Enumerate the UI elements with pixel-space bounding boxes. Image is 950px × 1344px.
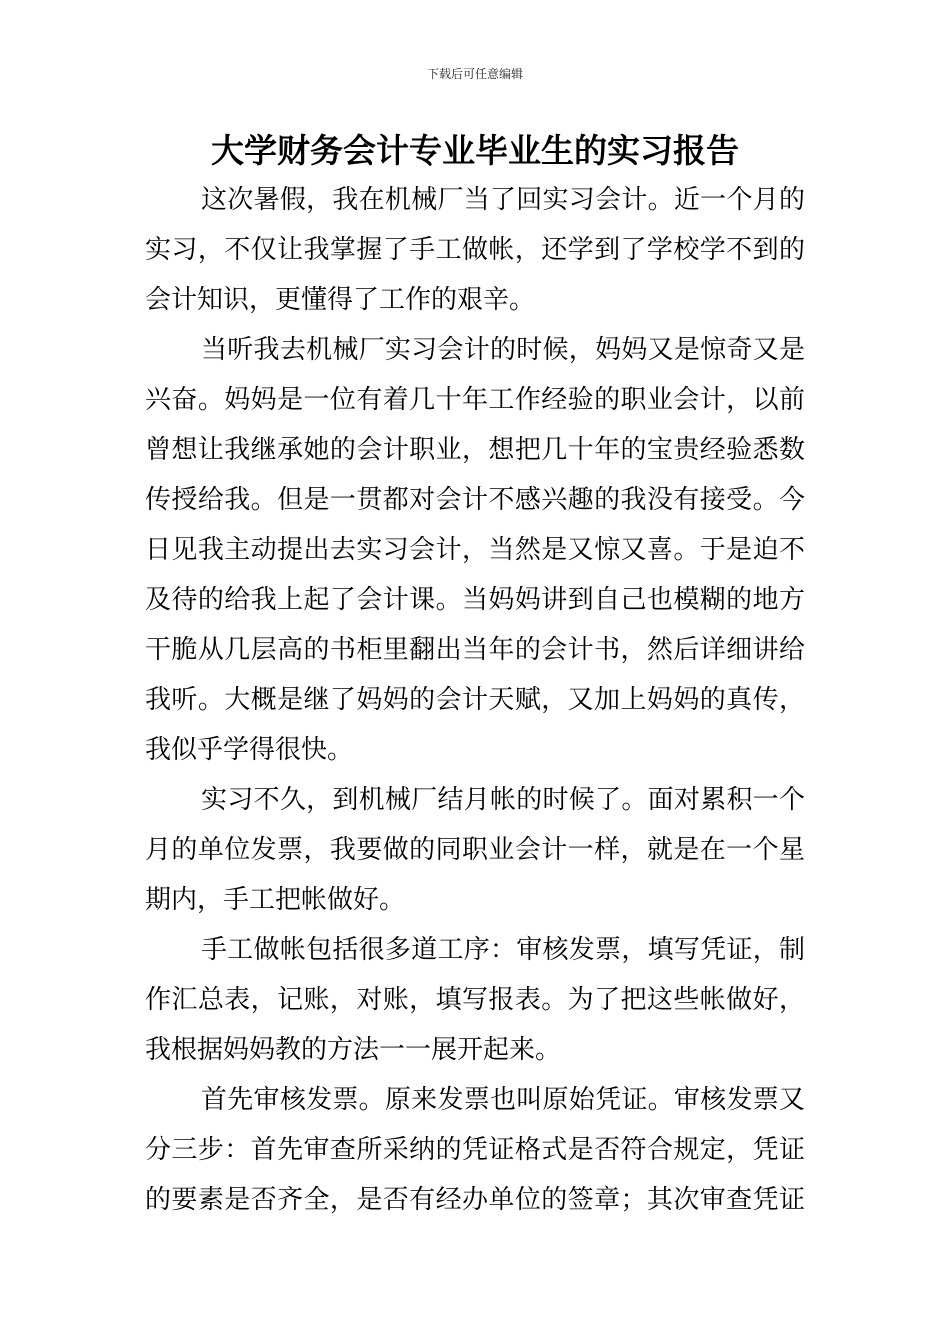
text-line: 会计知识，更懂得了工作的艰辛。 xyxy=(145,285,536,315)
paragraph xyxy=(145,325,805,775)
paragraph xyxy=(145,1075,805,1225)
text-line: 及待的给我上起了会计课。当妈妈讲到自己也模糊的地方 xyxy=(145,585,805,615)
text-line: 期内，手工把帐做好。 xyxy=(145,885,406,915)
text-line: 当听我去机械厂实习会计的时候，妈妈又是惊奇又是 xyxy=(201,335,805,365)
text-line: 传授给我。但是一贯都对会计不感兴趣的我没有接受。今 xyxy=(145,485,805,515)
text-line: 实习，不仅让我掌握了手工做帐，还学到了学校学不到的 xyxy=(145,235,805,265)
text-line: 月的单位发票，我要做的同职业会计一样，就是在一个星 xyxy=(145,835,805,865)
paragraph xyxy=(145,775,805,925)
text-line: 曾想让我继承她的会计职业，想把几十年的宝贵经验悉数 xyxy=(145,435,805,465)
text-line: 首先审核发票。原来发票也叫原始凭证。审核发票又 xyxy=(201,1085,805,1115)
text-line: 我听。大概是继了妈妈的会计天赋，又加上妈妈的真传， xyxy=(145,685,805,715)
text-line: 作汇总表，记账，对账，填写报表。为了把这些帐做好， xyxy=(145,985,805,1015)
header-note: 下载后可任意编辑 xyxy=(426,67,523,81)
document-body xyxy=(145,175,805,1225)
text-line: 干脆从几层高的书柜里翻出当年的会计书，然后详细讲给 xyxy=(145,635,805,665)
document-title: 大学财务会计专业毕业生的实习报告 xyxy=(211,131,739,170)
text-line: 兴奋。妈妈是一位有着几十年工作经验的职业会计，以前 xyxy=(145,385,805,415)
text-line: 的要素是否齐全，是否有经办单位的签章；其次审查凭证 xyxy=(145,1185,805,1215)
text-line: 日见我主动提出去实习会计，当然是又惊又喜。于是迫不 xyxy=(145,535,805,565)
text-line: 我根据妈妈教的方法一一展开起来。 xyxy=(145,1035,562,1065)
paragraph xyxy=(145,175,805,325)
text-line: 分三步：首先审查所采纳的凭证格式是否符合规定，凭证 xyxy=(145,1135,805,1165)
paragraph xyxy=(145,925,805,1075)
text-line: 实习不久，到机械厂结月帐的时候了。面对累积一个 xyxy=(201,785,805,815)
text-line: 这次暑假，我在机械厂当了回实习会计。近一个月的 xyxy=(201,185,805,215)
text-line: 我似乎学得很快。 xyxy=(145,735,354,765)
text-line: 手工做帐包括很多道工序：审核发票，填写凭证，制 xyxy=(201,935,805,965)
